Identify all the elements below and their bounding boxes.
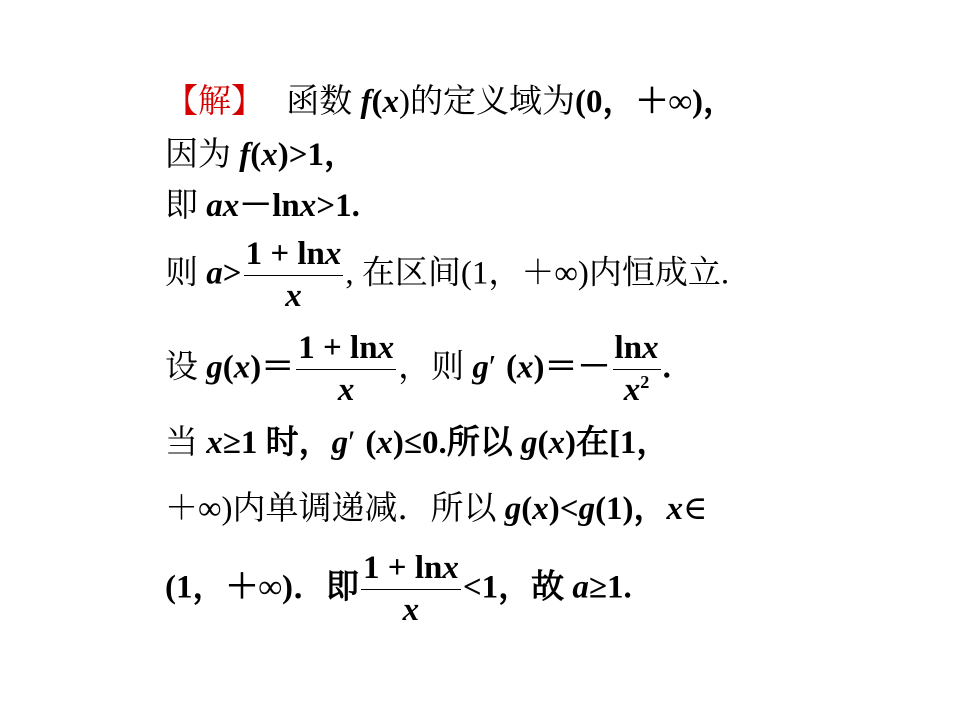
math-var: x [377, 330, 395, 366]
fraction-denominator [613, 370, 661, 411]
text: －ln [239, 188, 300, 224]
text: )< [548, 491, 579, 527]
math-var: x [261, 137, 278, 173]
math-var: x [324, 236, 342, 272]
math-domain: (0，＋∞)， [575, 84, 737, 120]
text: )>1， [277, 137, 358, 173]
fraction [361, 548, 461, 632]
math-var: g [206, 349, 223, 386]
text: . [662, 349, 671, 386]
text: ( [521, 491, 533, 527]
math-var: f [239, 137, 251, 173]
math-var: x [382, 84, 399, 120]
text: ( [365, 425, 377, 461]
fraction-numerator [613, 328, 661, 370]
text: 1 + ln [298, 330, 378, 366]
fraction-denominator: x [337, 372, 355, 409]
text: ≥1. [588, 569, 632, 606]
text: 因为 [165, 137, 240, 173]
math-var: x [233, 349, 251, 386]
math-var: x [666, 491, 684, 527]
solution-label: 【解】 [165, 84, 264, 120]
text: ( [250, 137, 262, 173]
fraction [244, 234, 344, 318]
text: > [222, 255, 242, 292]
text: (1，＋∞)．即 [165, 569, 360, 606]
text: ′ [348, 425, 356, 461]
text: )的定义域为 [399, 84, 575, 120]
fraction-denominator: x [402, 592, 420, 629]
text: <1，故 [462, 569, 573, 606]
text: ，则 [398, 349, 473, 386]
math-var: x [623, 372, 641, 409]
text: ′ [488, 349, 497, 386]
text: 当 [165, 425, 207, 461]
math-var: g [504, 491, 522, 527]
line-3 [165, 190, 360, 223]
math-var: f [360, 84, 372, 120]
text: ( [537, 425, 549, 461]
line-6 [165, 427, 669, 460]
text: 1 + ln [245, 236, 325, 272]
fraction-denominator: x [285, 278, 302, 315]
text: )≤0.所以 [392, 425, 521, 461]
text: 设 [165, 349, 207, 386]
math-var: x [299, 188, 317, 224]
line-1 [165, 86, 736, 119]
text: ∈ [683, 491, 708, 527]
fraction-numerator [244, 234, 344, 276]
fraction-numerator [296, 328, 396, 370]
math-var: x [642, 330, 659, 366]
text: )＝ [250, 349, 295, 386]
math-var: g [331, 425, 349, 461]
math-var: x [517, 349, 534, 386]
text: ＋∞)内单调递减．所以 [165, 491, 505, 527]
math-var: a [572, 569, 589, 606]
text: >1. [316, 188, 360, 224]
text: ≥1 时， [222, 425, 332, 461]
math-var: x [206, 425, 223, 461]
math-var: x [532, 491, 549, 527]
math-var: x [548, 425, 565, 461]
line-5 [165, 328, 671, 412]
text: ( [506, 349, 518, 386]
superscript: 2 [640, 372, 650, 393]
math-var: g [578, 491, 596, 527]
text: , 在区间(1，＋∞)内恒成立. [345, 255, 730, 292]
text: )在[1， [564, 425, 670, 461]
math-var: a [206, 255, 223, 292]
text: 1 + ln [363, 550, 443, 586]
text: (1)， [595, 491, 667, 527]
math-var: x [442, 550, 459, 586]
text: 即 [165, 188, 207, 224]
math-var: a [206, 188, 223, 224]
text: )＝－ [533, 349, 611, 386]
math-var: x [376, 425, 393, 461]
line-8 [165, 548, 632, 632]
text: ( [371, 84, 383, 120]
fraction-numerator [361, 548, 461, 590]
text: 则 [165, 255, 207, 292]
line-2 [165, 139, 357, 172]
math-var: g [520, 425, 538, 461]
text: ln [614, 330, 643, 366]
math-var: g [472, 349, 489, 386]
text: 函数 [286, 84, 361, 120]
fraction [613, 328, 661, 412]
math-var: x [222, 188, 240, 224]
fraction [296, 328, 396, 412]
line-4 [165, 234, 729, 318]
line-7 [165, 493, 707, 526]
text: ( [222, 349, 234, 386]
